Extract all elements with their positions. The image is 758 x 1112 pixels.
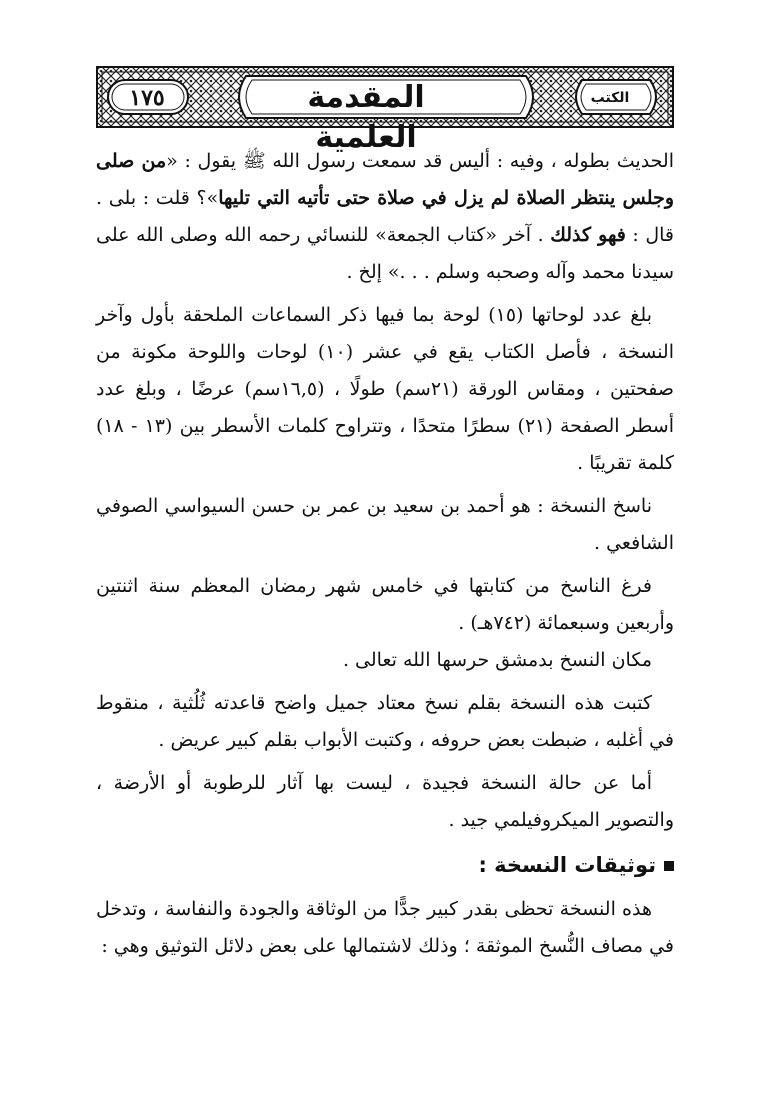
paragraph-condition: أما عن حالة النسخة فجيدة ، ليست بها آثار للرطوبة أو الأرضة ، والتصوير الميكروفيلمي جيد .	[96, 772, 674, 831]
p1-quote-bold: من صلى وجلس ينتظر الصلاة لم يزل في صلاة حتى تأتيه التي تليها	[96, 150, 674, 209]
running-title: المقدمة العلمية	[307, 80, 425, 155]
section-heading	[96, 845, 674, 885]
publisher-emblem: الكتب	[590, 90, 630, 106]
p1-text-b: »؟ قلت : بلى . قال :	[96, 187, 674, 246]
paragraph-hadith-ending	[96, 143, 674, 291]
square-bullet-icon	[664, 861, 674, 871]
paragraph-documentation: هذه النسخة تحظى بقدر كبير جدًّا من الوثاقة والجودة والنفاسة ، وتدخل في مصاف النُّسخ الموثقة ؛ وذلك لاشتمالها على بعض دلائل التوثيق وهي :	[96, 898, 674, 957]
section-heading-text: توثيقات النسخة :	[478, 853, 656, 877]
paragraph-script: كتبت هذه النسخة بقلم نسخ معتاد جميل واضح قاعدته ثُلُثية ، منقوط في أغلبه ، ضبطت بعض حروفه ، وكتبت الأبواب بقلم كبير عريض .	[96, 692, 674, 751]
body-text	[96, 143, 674, 965]
p1-text-c: . آخر «كتاب الجمعة» للنسائي رحمه الله وصلى الله على سيدنا محمد وآله وصحبه وسلم . . .» إلخ .	[96, 224, 674, 283]
page-number: ١٧٥	[129, 85, 165, 111]
p1-text-a: الحديث بطوله ، وفيه : أليس قد سمعت رسول الله ﷺ يقول : «	[166, 150, 675, 172]
paragraph-copyist: ناسخ النسخة : هو أحمد بن سعيد بن عمر بن حسن السيواسي الصوفي الشافعي .	[96, 495, 674, 554]
p1-bold-b: فهو كذلك	[550, 224, 626, 246]
paragraph-manuscript-size: بلغ عدد لوحاتها (١٥) لوحة بما فيها ذكر السماعات الملحقة بأول وآخر النسخة ، فأصل الكتاب يقع في عشر (١٠) لوحات واللوحة مكونة من صفحتين ، ومقاس الورقة (٢١سم) طولًا ، (١٦,٥سم) عرضًا ، وبلغ عدد أسطر الصفحة (٢١) سطرًا متحدًا ، وتتراوح كلمات الأسطر بين (١٣ - ١٨) كلمة تقريبًا .	[96, 304, 675, 474]
paragraph-place: مكان النسخ بدمشق حرسها الله تعالى .	[342, 649, 652, 671]
paragraph-completion-date: فرغ الناسخ من كتابتها في خامس شهر رمضان المعظم سنة اثنتين وأربعين وسبعمائة (٧٤٢هـ) .	[96, 575, 674, 634]
